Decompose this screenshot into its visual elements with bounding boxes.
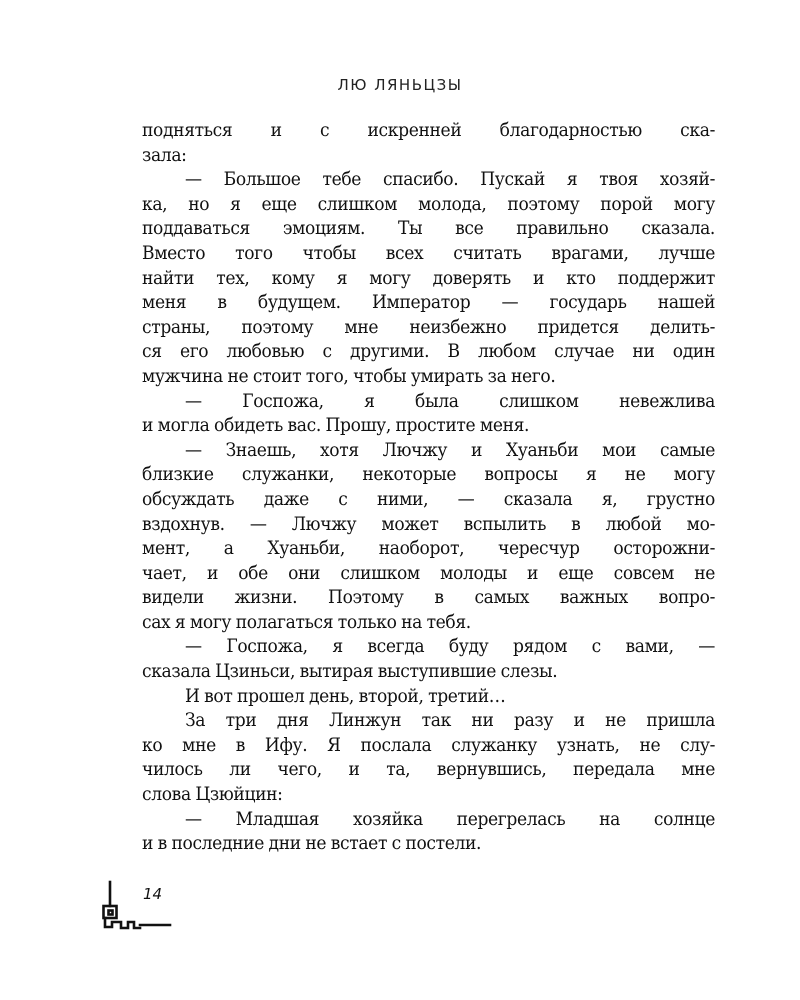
text-line: и в последние дни не встает с постели. xyxy=(142,832,482,855)
ornament-meander xyxy=(105,918,140,928)
text-line: страны, поэтому мне неизбежно придется делить- xyxy=(142,315,715,338)
text-line: вздохнув. — Лючжу может вспылить в любой мо- xyxy=(142,512,715,535)
text-line: — Младшая хозяйка перегрелась на солнце xyxy=(185,807,715,830)
folio-ornament xyxy=(100,880,180,940)
text-line: слова Цзюйцин: xyxy=(142,783,283,806)
text-line: подняться и с искренней благодарностью ска- xyxy=(142,119,715,141)
page-number: 14 xyxy=(143,885,163,903)
running-head: ЛЮ ЛЯНЬЦЗЫ xyxy=(337,76,463,94)
text-line: чает, и обе они слишком молоды и еще совсем не xyxy=(142,561,715,584)
text-line: — Госпожа, я была слишком невежлива xyxy=(185,389,715,412)
text-line: За три дня Линжун так ни разу и не пришла xyxy=(185,709,715,732)
body-text xyxy=(142,118,715,856)
ornament-inner-square xyxy=(109,911,113,915)
text-line: сах я могу полагаться только на тебя. xyxy=(142,610,471,633)
text-line: Вместо того чтобы всех считать врагами, лучше xyxy=(142,241,715,264)
text-line: чилось ли чего, и та, вернувшись, передала мне xyxy=(142,758,715,781)
text-line: ся его любовью с другими. В любом случае ни один xyxy=(142,340,715,363)
text-line: и могла обидеть вас. Прошу, простите меня. xyxy=(142,414,530,437)
text-line: мент, а Хуаньби, наоборот, чересчур осторожни- xyxy=(142,537,715,560)
text-line: — Большое тебе спасибо. Пускай я твоя хозяй- xyxy=(185,168,715,191)
text-line: видели жизни. Поэтому в самых важных вопро- xyxy=(142,586,715,609)
ornament-square-knot xyxy=(104,906,117,918)
text-line: — Госпожа, я всегда буду рядом с вами, — xyxy=(185,635,715,658)
text-line: меня в будущем. Император — государь нашей xyxy=(142,291,715,314)
text-line: сказала Цзиньси, вытирая выступившие слезы. xyxy=(142,660,558,683)
text-line: близкие служанки, некоторые вопросы я не могу xyxy=(142,463,715,486)
text-line: найти тех, кому я могу доверять и кто поддержит xyxy=(142,266,715,289)
text-line: мужчина не стоит того, чтобы умирать за него. xyxy=(142,364,556,387)
text-line: обсуждать даже с ними, — сказала я, грустно xyxy=(142,487,715,510)
text-line: ко мне в Ифу. Я послала служанку узнать, не слу- xyxy=(142,733,715,756)
text-line: — Знаешь, хотя Лючжу и Хуаньби мои самые xyxy=(185,438,715,461)
text-line: И вот прошел день, второй, третий… xyxy=(185,684,506,707)
text-line: поддаваться эмоциям. Ты все правильно сказала. xyxy=(142,217,715,240)
text-line: зала: xyxy=(142,143,187,166)
text-line: ка, но я еще слишком молода, поэтому порой могу xyxy=(142,192,715,215)
